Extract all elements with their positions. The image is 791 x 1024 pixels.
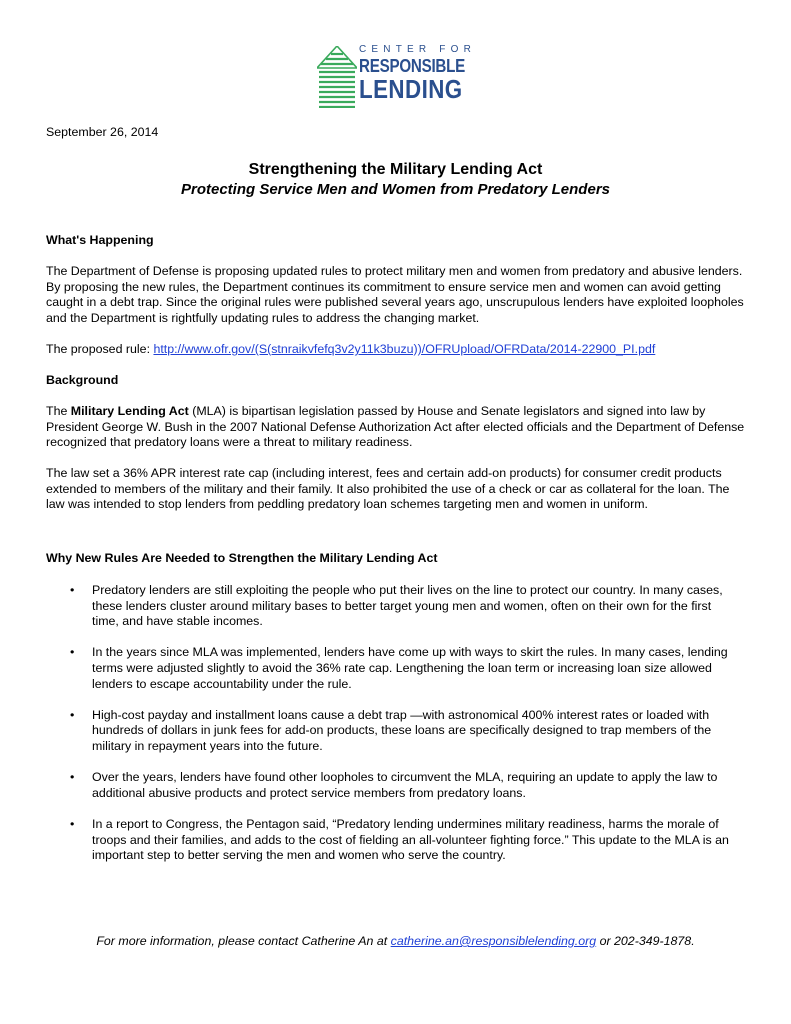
background-p1-rest: (MLA) is bipartisan legislation passed by House and Senate legislators and signed into law by President George W. Bush in the 2007 National Defense Authorization Act after elected officials and the Department of Defense recognized that predatory loans were a threat to military readiness.	[46, 404, 745, 450]
list-item	[46, 645, 736, 692]
contact-email-link[interactable]: catherine.an@responsiblelending.org	[390, 934, 597, 948]
heading-why-new-rules: Why New Rules Are Needed to Strengthen the Military Lending Act	[46, 551, 438, 565]
proposed-rule-line	[46, 342, 746, 358]
logo-line-2: RESPONSIBLE	[359, 55, 466, 76]
document-subtitle: Protecting Service Men and Women from Predatory Lenders	[181, 181, 610, 198]
bullet-text: Predatory lenders are still exploiting the people who put their lives on the line to protect our country. In many cases, these lenders cluster around military bases to better target young men and women, often on their own for the first time, and have stable incomes.	[92, 583, 723, 629]
bullet-icon: •	[70, 645, 75, 660]
list-item	[46, 817, 736, 864]
bullet-text: In the years since MLA was implemented, lenders have come up with ways to skirt the rules. In many cases, lending terms were adjusted slightly to avoid the 36% rate cap. Lengthening the loan term or increasing loan size allowed lenders to escape accountability under the rule.	[92, 645, 728, 691]
contact-footer	[0, 933, 791, 949]
heading-whats-happening: What's Happening	[46, 233, 154, 247]
list-item	[46, 770, 736, 801]
paragraph-whats-happening: The Department of Defense is proposing updated rules to protect military men and women from predatory and abusive lenders. By proposing the new rules, the Department continues its commitment to ensure service men and women can avoid getting caught in a debt trap. Since the original rules were published several years ago, unscrupulous lenders have exploited loopholes and the Department is rightfully updating rules to address the changing market.	[46, 264, 744, 325]
crl-logo	[317, 44, 477, 110]
bullet-icon: •	[70, 770, 75, 785]
bullet-icon: •	[70, 816, 75, 831]
logo-line-3: LENDING	[359, 74, 463, 104]
paragraph-background-1	[46, 404, 746, 451]
footer-prefix: For more information, please contact Catherine An at	[96, 934, 391, 948]
background-p1-bold: Military Lending Act	[70, 404, 189, 418]
bullet-icon: •	[70, 707, 75, 722]
document-date: September 26, 2014	[46, 125, 159, 139]
list-item	[46, 583, 736, 630]
document-title: Strengthening the Military Lending Act	[248, 161, 543, 178]
why-bullet-list	[46, 583, 736, 879]
bullet-text: In a report to Congress, the Pentagon said, “Predatory lending undermines military readiness, harms the morale of troops and their families, and adds to the cost of fielding an all-volunteer fighting force.” This update to the MLA is an important step to better serving the men and women who serve the country.	[92, 816, 729, 863]
background-p1-prefix: The	[46, 404, 71, 418]
logo-stripes-icon	[317, 46, 357, 108]
proposed-rule-label: The proposed rule:	[46, 342, 154, 356]
paragraph-background-2: The law set a 36% APR interest rate cap (including interest, fees and certain add-on products) for consumer credit products extended to members of the military and their family. It also prohibited the use of a check or car as collateral for the loan. The law was intended to stop lenders from peddling predatory loan schemes targeting men and women in uniform.	[46, 466, 730, 512]
proposed-rule-link[interactable]: http://www.ofr.gov/(S(stnraikvfefq3v2y11k3buzu))/OFRUpload/OFRData/2014-22900_PI.pdf	[153, 342, 656, 356]
bullet-icon: •	[70, 583, 75, 597]
logo-line-1: CENTER FOR	[359, 44, 476, 55]
logo-wordmark	[359, 44, 489, 102]
bullet-text: Over the years, lenders have found other loopholes to circumvent the MLA, requiring an update to apply the law to additional abusive products and protect service members from predatory loans.	[92, 770, 718, 800]
bullet-text: High-cost payday and installment loans cause a debt trap —with astronomical 400% interest rates or loaded with hundreds of dollars in junk fees for add-on products, these loans are specifically designed to trap members of the military in repayment years into the future.	[92, 707, 712, 753]
footer-suffix: or 202-349-1878.	[596, 934, 695, 948]
heading-background: Background	[46, 373, 119, 387]
list-item	[46, 708, 736, 755]
